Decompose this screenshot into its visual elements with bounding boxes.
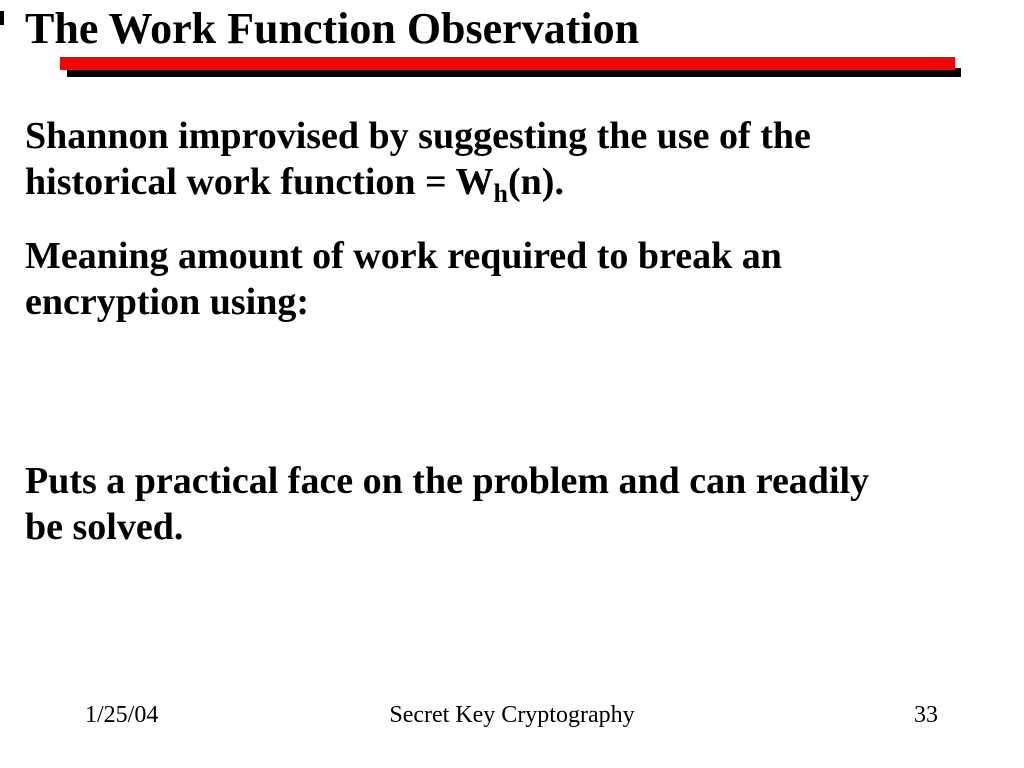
paragraph-shannon <box>25 113 811 217</box>
slide-title: The Work Function Observation <box>25 4 640 53</box>
work-function-subscript: h <box>493 179 508 208</box>
clipped-edge-artifact <box>0 11 4 25</box>
paragraph-practical <box>25 458 869 550</box>
paragraph-meaning-line1: Meaning amount of work required to break an <box>25 235 782 277</box>
paragraph-practical-line2: be solved. <box>25 506 184 548</box>
paragraph-practical-line1: Puts a practical face on the problem and can readily <box>25 460 870 502</box>
footer-presentation-title: Secret Key Cryptography <box>389 702 635 728</box>
footer-page-number: 33 <box>914 702 938 728</box>
slide-footer <box>0 700 1024 730</box>
title-underline-bar <box>60 57 955 70</box>
paragraph-meaning-line2: encryption using: <box>25 281 309 323</box>
paragraph-shannon-line1: Shannon improvised by suggesting the use of the <box>25 115 811 157</box>
paragraph-shannon-line2-prefix: historical work function = W <box>25 161 494 203</box>
paragraph-shannon-line2-suffix: (n). <box>508 161 564 203</box>
footer-date: 1/25/04 <box>85 702 159 728</box>
paragraph-meaning <box>25 233 782 325</box>
